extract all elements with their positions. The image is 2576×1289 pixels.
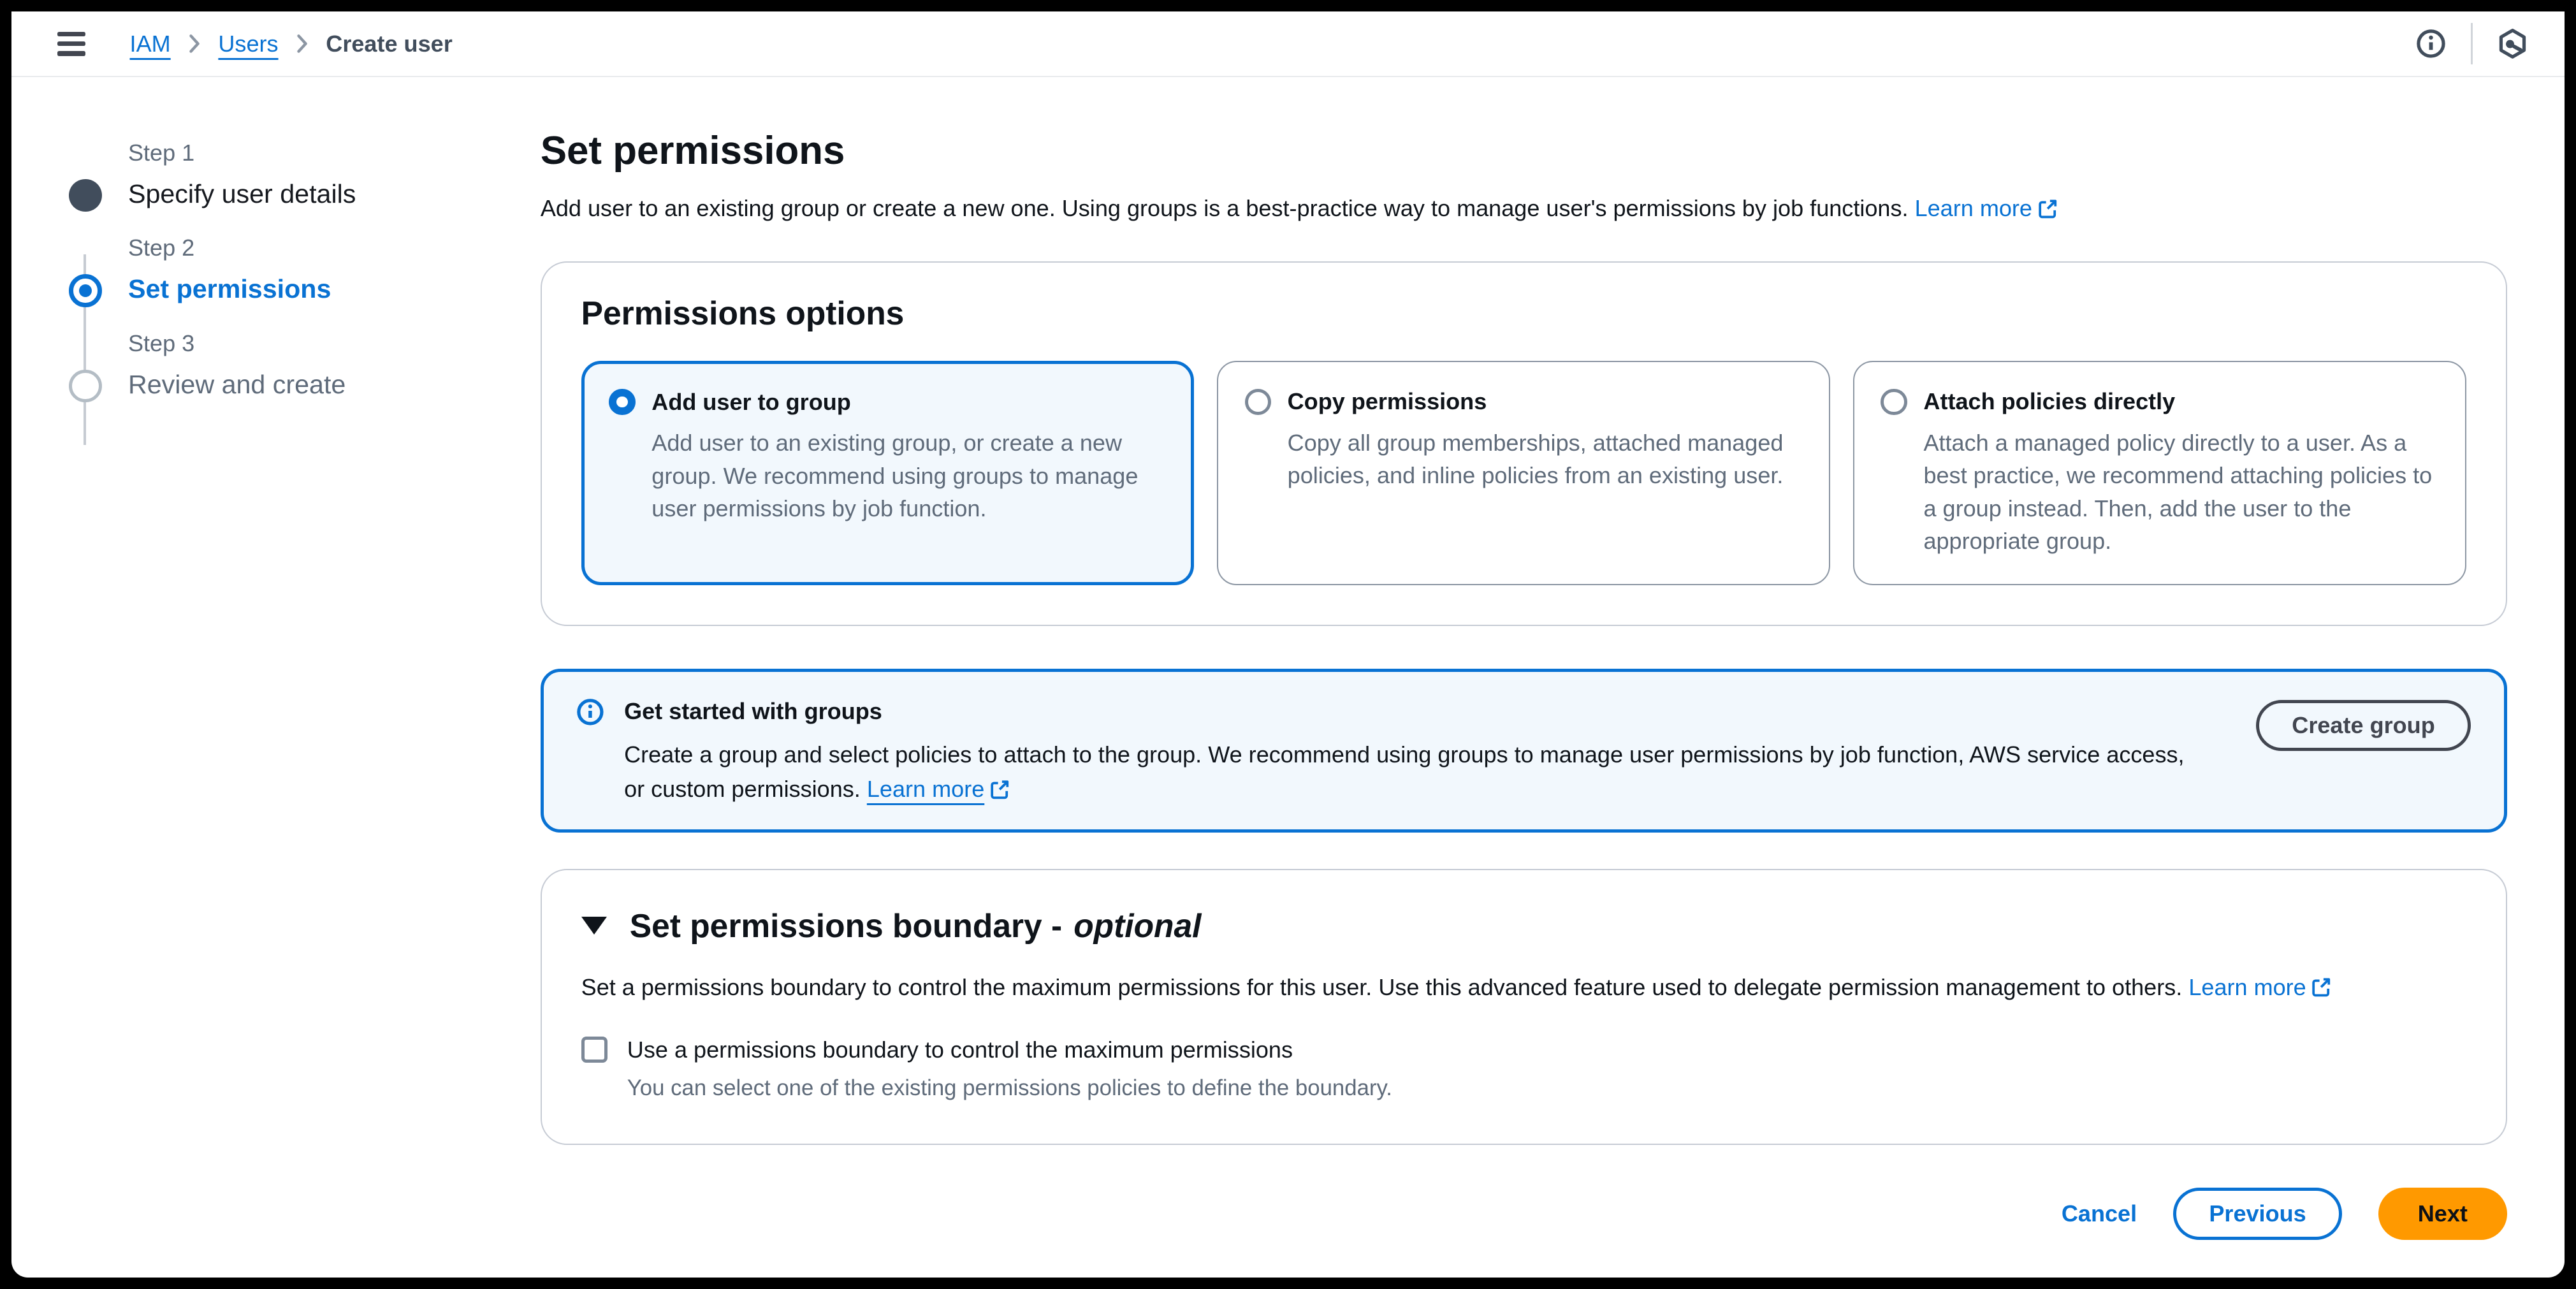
step-label: Set permissions: [127, 274, 331, 304]
boundary-checkbox-description: You can select one of the existing permissions policies to define the boundary.: [627, 1075, 1392, 1100]
radio-unselected-icon[interactable]: [1881, 389, 1907, 415]
external-link-icon: [2311, 976, 2332, 998]
wizard-main-panel: [541, 77, 2507, 1289]
tile-description: Add user to an existing group, or create a new group. We recommend using groups to manage user permissions by job function.: [651, 430, 1139, 522]
step-upcoming-icon: [69, 370, 102, 403]
step-item-specify-user-details[interactable]: [69, 136, 541, 212]
external-link-icon: [2037, 198, 2059, 219]
caret-down-icon: [581, 917, 607, 935]
permissions-options-title: Permissions options: [581, 295, 905, 332]
permissions-options-tiles: [581, 361, 2466, 585]
step-item-set-permissions[interactable]: [69, 231, 541, 307]
radio-unselected-icon[interactable]: [1245, 389, 1271, 415]
learn-more-link[interactable]: Learn more: [1915, 195, 2059, 221]
breadcrumb-link-users[interactable]: Users: [218, 30, 279, 57]
topbar-actions: [2415, 23, 2529, 64]
tile-description: Attach a managed policy directly to a user. As a best practice, we recommend attaching policies to a group instead. Then, add the user to the appropriate group.: [1923, 429, 2433, 555]
breadcrumb-current-page: Create user: [326, 30, 453, 57]
page-title: Set permissions: [540, 129, 845, 173]
info-icon[interactable]: [2415, 28, 2447, 59]
chevron-right-icon: [296, 34, 308, 54]
boundary-expander[interactable]: [581, 907, 2466, 945]
step-item-review-and-create: [69, 327, 541, 403]
breadcrumb-link-iam[interactable]: IAM: [129, 30, 171, 57]
permissions-boundary-card: [541, 869, 2507, 1144]
banner-description: [624, 738, 2203, 806]
step-number: Step 3: [127, 330, 195, 356]
permissions-options-card: [541, 261, 2507, 626]
checkbox-unchecked[interactable]: [581, 1037, 608, 1063]
tile-title: Attach policies directly: [1923, 388, 2176, 415]
chevron-right-icon: [189, 34, 200, 54]
learn-more-link[interactable]: Learn more: [867, 776, 1011, 802]
topbar-divider: [2471, 23, 2473, 64]
breadcrumb: [130, 31, 453, 57]
cloudshell-icon[interactable]: [2497, 28, 2528, 59]
boundary-checkbox-row: [581, 1033, 2466, 1104]
create-group-button[interactable]: Create group: [2256, 700, 2471, 751]
step-label: Specify user details: [127, 178, 356, 208]
tile-title: Copy permissions: [1287, 388, 1487, 415]
external-link-icon: [989, 778, 1011, 800]
wizard-steps-nav: [69, 77, 541, 1289]
radio-selected-icon[interactable]: [609, 389, 635, 415]
cancel-button[interactable]: Cancel: [2061, 1200, 2137, 1227]
tile-add-user-to-group[interactable]: [581, 361, 1195, 585]
groups-info-banner: [541, 669, 2507, 833]
wizard-footer-actions: [541, 1188, 2507, 1289]
banner-description-text: Create a group and select policies to attach to the group. We recommend using groups to manage user permissions by job function, AWS service access, or custom permissions.: [624, 741, 2185, 803]
page-content: [11, 77, 2565, 1289]
next-button[interactable]: Next: [2378, 1188, 2507, 1240]
step-active-icon: [69, 274, 102, 307]
step-label: Review and create: [127, 369, 346, 399]
info-icon: [576, 698, 604, 726]
top-navigation-bar: [11, 11, 2565, 77]
step-number: Step 2: [127, 235, 195, 261]
tile-title: Add user to group: [651, 388, 851, 415]
boundary-description-text: Set a permissions boundary to control the maximum permissions for this user. Use this advanced feature used to delegate permission management to others.: [581, 973, 2183, 1000]
boundary-description: [581, 971, 2466, 1004]
page-description: [541, 192, 2507, 225]
page-description-text: Add user to an existing group or create a new one. Using groups is a best-practice way to manage user's permissions by job functions.: [540, 195, 1909, 222]
menu-icon[interactable]: [57, 32, 85, 56]
learn-more-link[interactable]: Learn more: [2188, 974, 2332, 1000]
app-window: [11, 11, 2565, 1278]
boundary-title: Set permissions boundary - optional: [629, 907, 1202, 944]
tile-description: Copy all group memberships, attached managed policies, and inline policies from an existing user.: [1287, 429, 1784, 489]
tile-attach-policies-directly[interactable]: [1853, 361, 2466, 585]
boundary-optional-label: optional: [1073, 907, 1202, 944]
boundary-checkbox-label[interactable]: Use a permissions boundary to control the maximum permissions: [627, 1036, 1293, 1063]
banner-title: Get started with groups: [624, 698, 882, 725]
tile-copy-permissions[interactable]: [1217, 361, 1830, 585]
step-number: Step 1: [127, 139, 195, 166]
step-completed-icon: [69, 179, 102, 212]
previous-button[interactable]: Previous: [2173, 1188, 2342, 1240]
